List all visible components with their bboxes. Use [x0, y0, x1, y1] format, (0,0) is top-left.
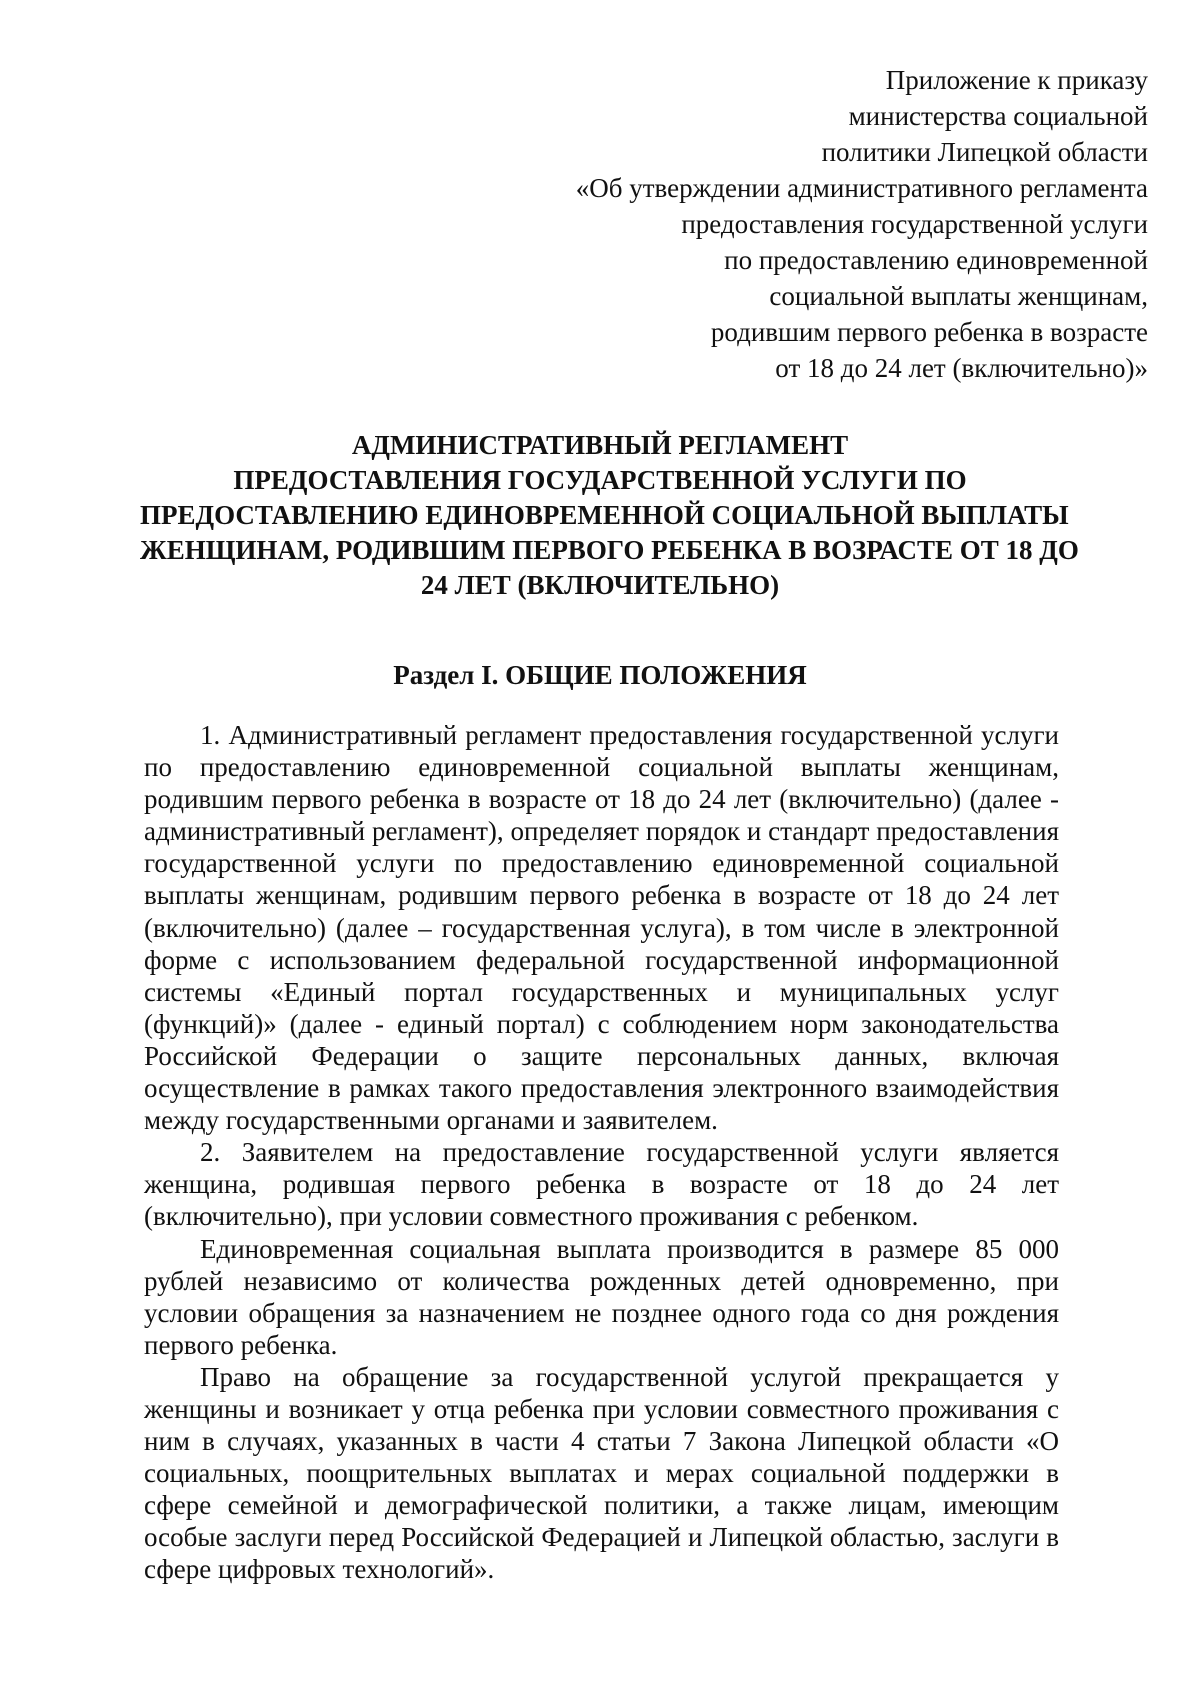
title-line: ЖЕНЩИНАМ, РОДИВШИМ ПЕРВОГО РЕБЕНКА В ВОЗРАСТЕ ОТ 18 ДО [140, 535, 1079, 565]
paragraph-3: Единовременная социальная выплата производится в размере 85 000 рублей независимо от количества рожденных детей одновременно, при условии обращения за назначением не позднее одного года со дня рождения первого ребенка. [144, 1233, 1059, 1360]
appendix-line: предоставления государственной услуги [681, 209, 1148, 239]
paragraph-1: 1. Административный регламент предоставления государственной услуги по предоставлению единовременной социальной выплаты женщинам, родившим первого ребенка в возрасте от 18 до 24 лет (включительно) (далее - административный регламент), определяет порядок и стандарт предоставления государственной услуги по предоставлению единовременной социальной выплаты женщинам, родившим первого ребенка в возрасте от 18 до 24 лет (включительно) (далее – государственная услуга), в том числе в электронной форме с использованием федеральной государственной информационной системы «Единый портал государственных и муниципальных услуг (функций)» (далее - единый портал) с соблюдением норм законодательства Российской Федерации о защите персональных данных, включая осуществление в рамках такого предоставления электронного взаимодействия между государственными органами и заявителем. [144, 720, 1059, 1136]
appendix-line: родившим первого ребенка в возрасте [710, 317, 1148, 347]
title-line: АДМИНИСТРАТИВНЫЙ РЕГЛАМЕНТ [351, 430, 849, 460]
appendix-line: Приложение к приказу [885, 65, 1148, 95]
document-title [140, 428, 1079, 603]
paragraph-2: 2. Заявителем на предоставление государственной услуги является женщина, родившая первого ребенка в возрасте от 18 до 24 лет (включительно), при условии совместного проживания с ребенком. [144, 1137, 1059, 1232]
title-line: ПРЕДОСТАВЛЕНИЮ ЕДИНОВРЕМЕННОЙ СОЦИАЛЬНОЙ ВЫПЛАТЫ [140, 500, 1069, 530]
title-line: 24 ЛЕТ (ВКЛЮЧИТЕЛЬНО) [420, 570, 780, 600]
appendix-line: политики Липецкой области [821, 137, 1148, 167]
document-body [144, 719, 1059, 1586]
appendix-line: по предоставлению единовременной [724, 245, 1148, 275]
section-heading: Раздел I. ОБЩИЕ ПОЛОЖЕНИЯ [393, 660, 807, 690]
appendix-line: «Об утверждении административного регламента [575, 173, 1148, 203]
appendix-line: министерства социальной [848, 101, 1148, 131]
appendix-reference [508, 62, 1148, 386]
title-line: ПРЕДОСТАВЛЕНИЯ ГОСУДАРСТВЕННОЙ УСЛУГИ ПО [233, 465, 967, 495]
appendix-line: от 18 до 24 лет (включительно)» [775, 353, 1148, 383]
paragraph-4: Право на обращение за государственной услугой прекращается у женщины и возникает у отца ребенка при условии совместного проживания с ним в случаях, указанных в части 4 статьи 7 Закона Липецкой области «О социальных, поощрительных выплатах и мерах социальной поддержки в сфере семейной и демографической политики, а также лицам, имеющим особые заслуги перед Российской Федерацией и Липецкой областью, заслуги в сфере цифровых технологий». [144, 1361, 1059, 1585]
appendix-line: социальной выплаты женщинам, [769, 281, 1148, 311]
